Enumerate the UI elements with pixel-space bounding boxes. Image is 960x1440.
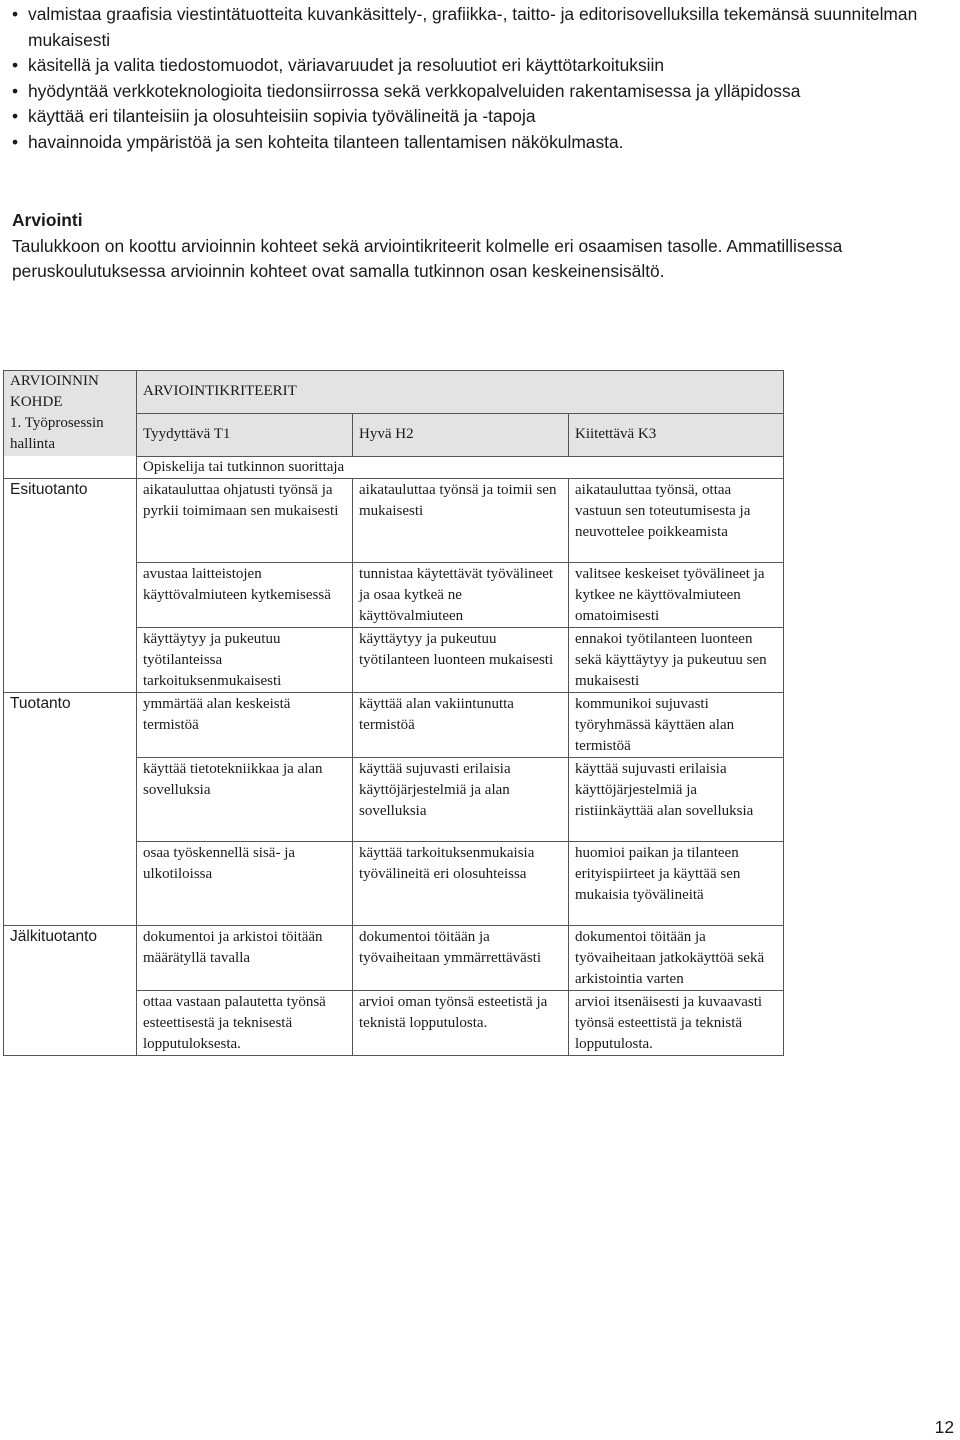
criteria-cell-h2: arvioi oman työnsä esteetistä ja teknistä lopputulosta. <box>353 990 569 1055</box>
bullet-dot-icon: • <box>12 55 19 76</box>
bullet-item <box>12 53 960 79</box>
criteria-cell-t1: käyttää tietotekniikkaa ja alan sovelluksia <box>137 757 353 841</box>
header-kriteerit: ARVIOINTIKRITEERIT <box>137 371 784 414</box>
criteria-cell-t1: käyttäytyy ja pukeutuu työtilanteissa tarkoituksenmukaisesti <box>137 627 353 692</box>
criteria-cell-t1: aikatauluttaa ohjatusti työnsä ja pyrkii toimimaan sen mukaisesti <box>137 478 353 562</box>
bullet-text: havainnoida ympäristöä ja sen kohteita tilanteen tallentamisen näkökulmasta. <box>28 131 624 152</box>
stage-label: Tuotanto <box>4 692 137 757</box>
criteria-cell-h2: käyttää sujuvasti erilaisia käyttöjärjestelmiä ja alan sovelluksia <box>353 757 569 841</box>
criteria-cell-k3: valitsee keskeiset työvälineet ja kytkee ne käyttövalmiuteen omatoimisesti <box>569 562 784 627</box>
stage-spacer <box>4 841 137 925</box>
criteria-cell-k3: käyttää sujuvasti erilaisia käyttöjärjestelmiä ja ristiinkäyttää alan sovelluksia <box>569 757 784 841</box>
section-paragraph: Taulukkoon on koottu arvioinnin kohteet sekä arviointikriteerit kolmelle eri osaamisen tasolle. Ammatillisessa peruskoulutuksessa arvioinnin kohteet ovat samalla tutkinnon osan keskeinensisältö. <box>12 235 843 282</box>
header-k3: Kiitettävä K3 <box>569 413 784 456</box>
criteria-cell-k3: aikatauluttaa työnsä, ottaa vastuun sen toteutumisesta ja neuvottelee poikkeamista <box>569 478 784 562</box>
stage-spacer <box>4 562 137 627</box>
criteria-cell-k3: arvioi itsenäisesti ja kuvaavasti työnsä esteettistä ja teknistä lopputulosta. <box>569 990 784 1055</box>
criteria-cell-t1: ymmärtää alan keskeistä termistöä <box>137 692 353 757</box>
header-h2: Hyvä H2 <box>353 413 569 456</box>
criteria-cell-h2: aikatauluttaa työnsä ja toimii sen mukaisesti <box>353 478 569 562</box>
header-target-continued <box>4 456 137 478</box>
criteria-cell-k3: ennakoi työtilanteen luonteen sekä käyttäytyy ja pukeutuu sen mukaisesti <box>569 627 784 692</box>
bullet-item <box>12 79 960 105</box>
bullet-text: käsitellä ja valita tiedostomuodot, väriavaruudet ja resoluutiot eri käyttötarkoituksiin <box>28 55 665 76</box>
bullet-list <box>12 2 960 156</box>
stage-spacer <box>4 757 137 841</box>
bullet-dot-icon: • <box>12 131 19 152</box>
bullet-item <box>12 2 960 53</box>
criteria-cell-h2: dokumentoi töitään ja työvaiheitaan ymmärrettävästi <box>353 925 569 990</box>
page-number: 12 <box>934 1417 954 1437</box>
stage-spacer <box>4 990 137 1055</box>
bullet-text: käyttää eri tilanteisiin ja olosuhteisiin sopivia työvälineitä ja -tapoja <box>28 106 536 127</box>
header-target: 1. Työprosessin hallinta <box>4 413 137 456</box>
criteria-cell-h2: tunnistaa käytettävät työvälineet ja osaa kytkeä ne käyttövalmiuteen <box>353 562 569 627</box>
criteria-cell-t1: osaa työskennellä sisä- ja ulkotiloissa <box>137 841 353 925</box>
stage-label: Esituotanto <box>4 478 137 562</box>
bullet-dot-icon: • <box>12 80 19 101</box>
header-t1: Tyydyttävä T1 <box>137 413 353 456</box>
criteria-cell-k3: kommunikoi sujuvasti työryhmässä käyttäen alan termistöä <box>569 692 784 757</box>
section-heading: Arviointi <box>12 210 83 230</box>
stage-spacer <box>4 627 137 692</box>
criteria-cell-k3: huomioi paikan ja tilanteen erityispiirteet ja käyttää sen mukaisia työvälineitä <box>569 841 784 925</box>
bullet-item <box>12 104 960 130</box>
criteria-cell-h2: käyttäytyy ja pukeutuu työtilanteen luonteen mukaisesti <box>353 627 569 692</box>
bullet-text: hyödyntää verkkoteknologioita tiedonsiirrossa sekä verkkopalveluiden rakentamisessa ja ylläpidossa <box>28 80 801 101</box>
header-kohde: ARVIOINNIN KOHDE <box>4 371 137 414</box>
criteria-cell-t1: dokumentoi ja arkistoi töitään määrätyllä tavalla <box>137 925 353 990</box>
criteria-cell-t1: ottaa vastaan palautetta työnsä esteettisestä ja teknisestä lopputuloksesta. <box>137 990 353 1055</box>
criteria-cell-t1: avustaa laitteistojen käyttövalmiuteen kytkemisessä <box>137 562 353 627</box>
criteria-table <box>3 370 784 1056</box>
criteria-cell-h2: käyttää tarkoituksenmukaisia työvälineitä eri olosuhteissa <box>353 841 569 925</box>
bullet-text: valmistaa graafisia viestintätuotteita kuvankäsittely-, grafiikka-, taitto- ja editorisovelluksilla tekemänsä suunnitelman mukaisesti <box>28 4 918 50</box>
criteria-cell-k3: dokumentoi töitään ja työvaiheitaan jatkokäyttöä sekä arkistointia varten <box>569 925 784 990</box>
bullet-dot-icon: • <box>12 4 19 24</box>
criteria-cell-h2: käyttää alan vakiintunutta termistöä <box>353 692 569 757</box>
header-intro: Opiskelija tai tutkinnon suorittaja <box>137 456 784 478</box>
bullet-item <box>12 130 960 156</box>
stage-label: Jälkituotanto <box>4 925 137 990</box>
assessment-section <box>12 208 960 285</box>
bullet-dot-icon: • <box>12 106 19 127</box>
